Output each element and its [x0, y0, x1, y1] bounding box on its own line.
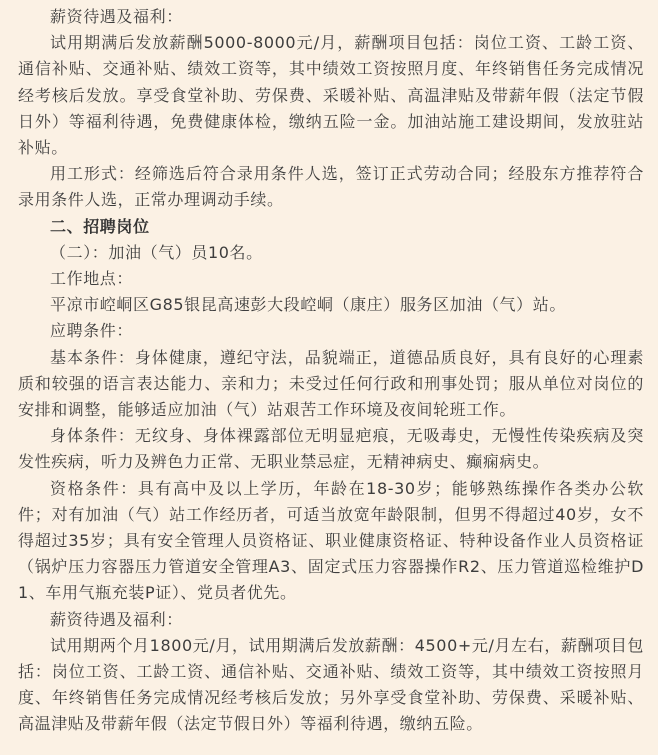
salary-heading: 薪资待遇及福利：	[50, 609, 183, 629]
physical-conditions-paragraph: 身体条件：无纹身、身体裸露部位无明显疤痕，无吸毒史，无慢性传染疾病及突发性疾病，听力及辨色力正常、无职业禁忌症，无精神病史、癫痫病史。	[18, 426, 644, 472]
salary-paragraph: 试用期满后发放薪酬5000-8000元/月，薪酬项目包括：岗位工资、工龄工资、通信补贴、交通补贴、绩效工资等，其中绩效工资按照月度、年终销售任务完成情况经考核后发放。享受食堂补助、劳保费、采暖补贴、高温津贴及带薪年假（法定节假日外）等福利待遇，免费健康体检，缴纳五险一金。加油站施工建设期间，发放驻站补贴。	[18, 33, 644, 158]
requirements-label: 应聘条件：	[50, 321, 134, 341]
work-location-label: 工作地点：	[50, 269, 134, 289]
salary-heading: 薪资待遇及福利：	[50, 7, 183, 26]
qualification-conditions-paragraph: 资格条件：具有高中及以上学历，年龄在18-30岁；能够熟练操作各类办公软件；对有加油（气）站工作经历者，可适当放宽年龄限制，但男不得超过40岁，女不得超过35岁；具有安全管理人员资格证、职业健康资格证、特种设备作业人员资格证（锅炉压力容器压力管道安全管理A3、固定式压力容器操作R2、压力管道巡检维护D1、车用气瓶充装P证）、党员者优先。	[18, 478, 644, 603]
salary-paragraph: 试用期两个月1800元/月，试用期满后发放薪酬：4500+元/月左右，薪酬项目包括：岗位工资、工龄工资、通信补贴、交通补贴、绩效工资等，其中绩效工资按照月度、年终销售任务完成情况经考核后发放；另外享受食堂补助、劳保费、采暖补贴、高温津贴及带薪年假（法定节假日外）等福利待遇，缴纳五险。	[18, 635, 644, 734]
position-paragraph: （二）：加油（气）员10名。	[50, 242, 263, 262]
section-heading: 二、招聘岗位	[50, 216, 150, 236]
work-location-paragraph: 平凉市崆峒区G85银昆高速彭大段崆峒（康庄）服务区加油（气）站。	[50, 295, 566, 315]
basic-conditions-paragraph: 基本条件：身体健康，遵纪守法，品貌端正，道德品质良好，具有良好的心理素质和较强的语言表达能力、亲和力；未受过任何行政和刑事处罚；服从单位对岗位的安排和调整，能够适应加油（气）站艰苦工作环境及夜间轮班工作。	[18, 347, 644, 420]
employment-form-paragraph: 用工形式：经筛选后符合录用条件人选，签订正式劳动合同；经股东方推荐符合录用条件人选，正常办理调动手续。	[18, 164, 644, 210]
